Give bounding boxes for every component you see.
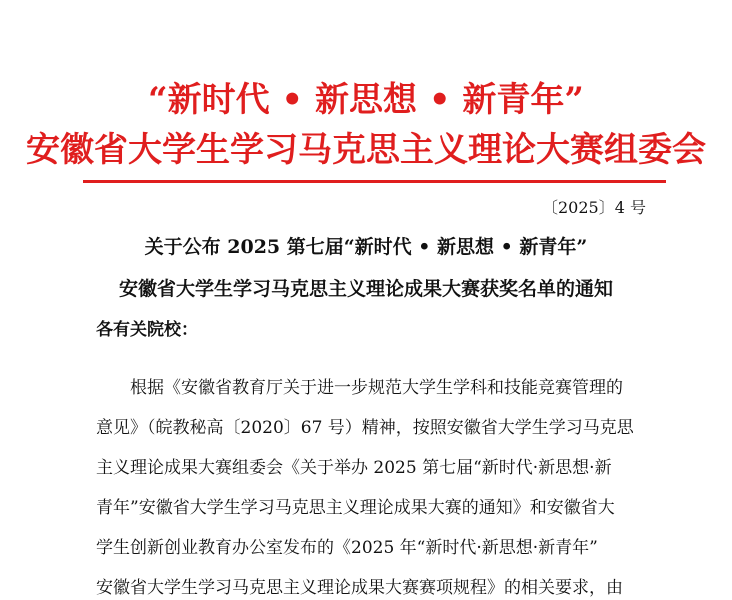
header-divider [83, 180, 666, 183]
body-line: 根据《安徽省教育厅关于进一步规范大学生学科和技能竞赛管理的 [130, 378, 623, 398]
body-line: 主义理论成果大赛组委会《关于举办 2025 第七届“新时代·新思想·新 [96, 458, 612, 478]
header-slogan: “新时代 • 新思想 • 新青年” [148, 80, 584, 120]
document-number: 〔2025〕4 号 [542, 198, 646, 217]
body-line: 意见》（皖教秘高〔2020〕67 号）精神，按照安徽省大学生学习马克思 [96, 418, 634, 438]
body-line: 安徽省大学生学习马克思主义理论成果大赛赛项规程》的相关要求，由 [96, 578, 623, 598]
notice-title-line-1: 关于公布 2025 第七届“新时代 • 新思想 • 新青年” [144, 236, 588, 258]
header-organization: 安徽省大学生学习马克思主义理论大赛组委会 [26, 130, 706, 170]
notice-title-line-2: 安徽省大学生学习马克思主义理论成果大赛获奖名单的通知 [118, 278, 613, 300]
addressee: 各有关院校： [96, 320, 198, 340]
body-line: 青年”安徽省大学生学习马克思主义理论成果大赛的通知》和安徽省大 [96, 498, 615, 518]
body-line: 学生创新创业教育办公室发布的《2025 年“新时代·新思想·新青年” [96, 538, 598, 558]
